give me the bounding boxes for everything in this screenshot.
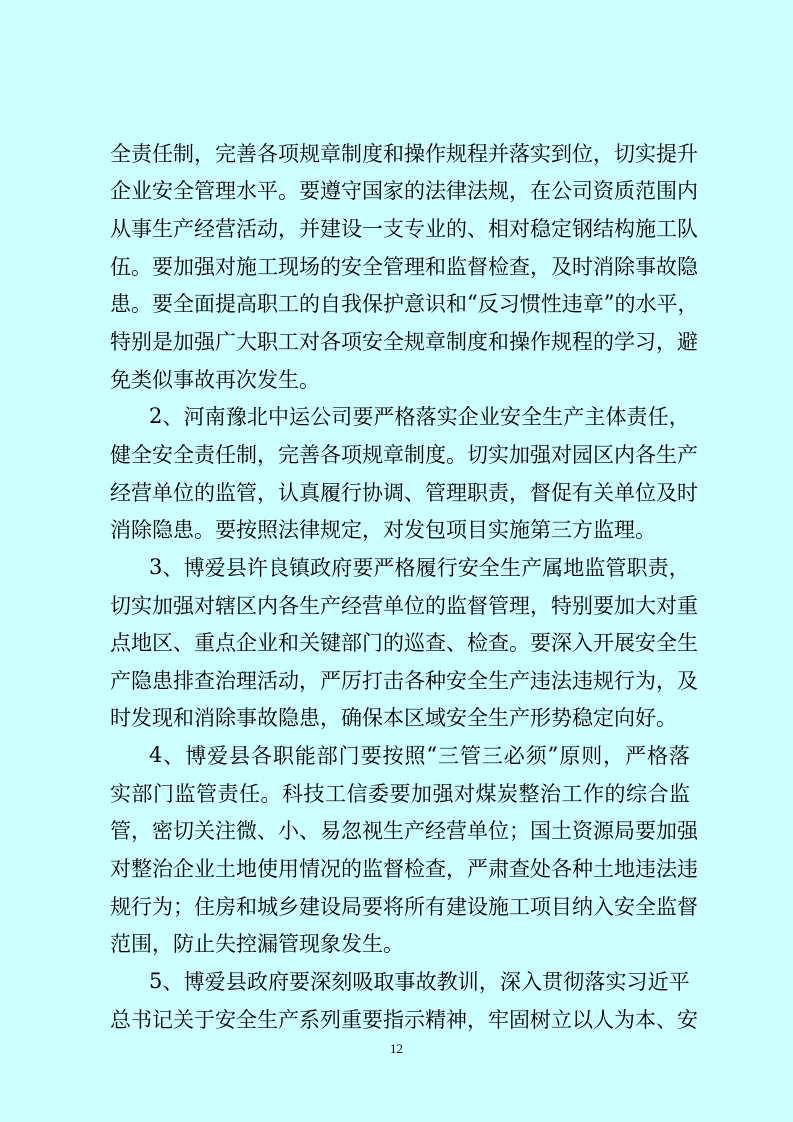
text-line: 免类似事故再次发生。	[110, 367, 320, 392]
paragraph	[110, 548, 698, 736]
text-line: 产 隐 患 排 查 治 理 活 动 ， 严 厉 打 击 各 种 安 全 生 产 违 法 违 规 行 为 ， 及	[110, 668, 698, 693]
text-line: 5 、 博 爱 县 政 府 要 深 刻 吸 取 事 故 教 训 ， 深 入 贯 彻 落 实 习 近 平	[149, 968, 690, 994]
text-line: 切 实 加 强 对 辖 区 内 各 生 产 经 营 单 位 的 监 督 管 理 ， 特 别 要 加 大 对 重	[110, 593, 698, 618]
text-line: 总 书 记 关 于 安 全 生 产 系 列 重 要 指 示 精 神 ， 牢 固 树 立 以 人 为 本 、 安	[110, 1007, 698, 1032]
text-line: 全 责 任 制 ， 完 善 各 项 规 章 制 度 和 操 作 规 程 并 落 实 到 位 ， 切 实 提 升	[110, 141, 698, 166]
text-line: 健 全 安 全 责 任 制 ， 完 善 各 项 规 章 制 度 。 切 实 加 强 对 园 区 内 各 生 产	[110, 442, 698, 467]
text-line: 对 整 治 企 业 土 地 使 用 情 况 的 监 督 检 查 ， 严 肃 查 处 各 种 土 地 违 法 违	[110, 856, 698, 881]
text-line: 规 行 为 ； 住 房 和 城 乡 建 设 局 要 将 所 有 建 设 施 工 项 目 纳 入 安 全 监 督	[110, 894, 698, 919]
text-line: 经 营 单 位 的 监 管 ， 认 真 履 行 协 调 、 管 理 职 责 ， 督 促 有 关 单 位 及 时	[110, 480, 698, 505]
text-line: 4 、 博 爱 县 各 职 能 部 门 要 按 照 “ 三 管 三 必 须 ” 原 则 ， 严 格 落	[149, 743, 690, 769]
text-line: 患 。 要 全 面 提 高 职 工 的 自 我 保 护 意 识 和 “ 反 习 惯 性 违 章 ” 的 水 平 ，	[110, 291, 699, 317]
text-line: 企 业 安 全 管 理 水 平 。 要 遵 守 国 家 的 法 律 法 规 ， 在 公 司 资 质 范 围 内	[110, 179, 698, 204]
document-body	[110, 134, 699, 1037]
text-line: 范围，防止失控漏管现象发生。	[110, 932, 404, 957]
text-line: 3 、 博 爱 县 许 良 镇 政 府 要 严 格 履 行 安 全 生 产 属 地 监 管 职 责 ，	[149, 554, 690, 580]
text-line: 管 ， 密 切 关 注 微 、 小 、 易 忽 视 生 产 经 营 单 位 ； 国 土 资 源 局 要 加 强	[110, 819, 698, 844]
text-line: 从 事 生 产 经 营 活 动 ， 并 建 设 一 支 专 业 的 、 相 对 稳 定 钢 结 构 施 工 队	[110, 217, 698, 242]
text-line: 实 部 门 监 管 责 任 。 科 技 工 信 委 要 加 强 对 煤 炭 整 治 工 作 的 综 合 监	[110, 781, 690, 806]
text-line: 消除隐患。要按照法律规定，对发包项目实施第三方监理。	[110, 518, 656, 543]
text-line: 2 、 河 南 豫 北 中 运 公 司 要 严 格 落 实 企 业 安 全 生 产 主 体 责 任 ，	[149, 404, 690, 430]
paragraph	[110, 134, 699, 397]
paragraph	[110, 962, 698, 1037]
paragraph	[110, 397, 698, 548]
page-number: 12	[390, 1041, 403, 1056]
text-line: 特 别 是 加 强 广 大 职 工 对 各 项 安 全 规 章 制 度 和 操 作 规 程 的 学 习 ， 避	[110, 330, 698, 355]
paragraph	[110, 736, 698, 962]
text-line: 伍 。 要 加 强 对 施 工 现 场 的 安 全 管 理 和 监 督 检 查 ， 及 时 消 除 事 故 隐	[110, 254, 698, 279]
text-line: 点 地 区 、 重 点 企 业 和 关 键 部 门 的 巡 查 、 检 查 。 要 深 入 开 展 安 全 生	[110, 631, 698, 656]
text-line: 时发现和消除事故隐患，确保本区域安全生产形势稳定向好。	[110, 706, 677, 731]
